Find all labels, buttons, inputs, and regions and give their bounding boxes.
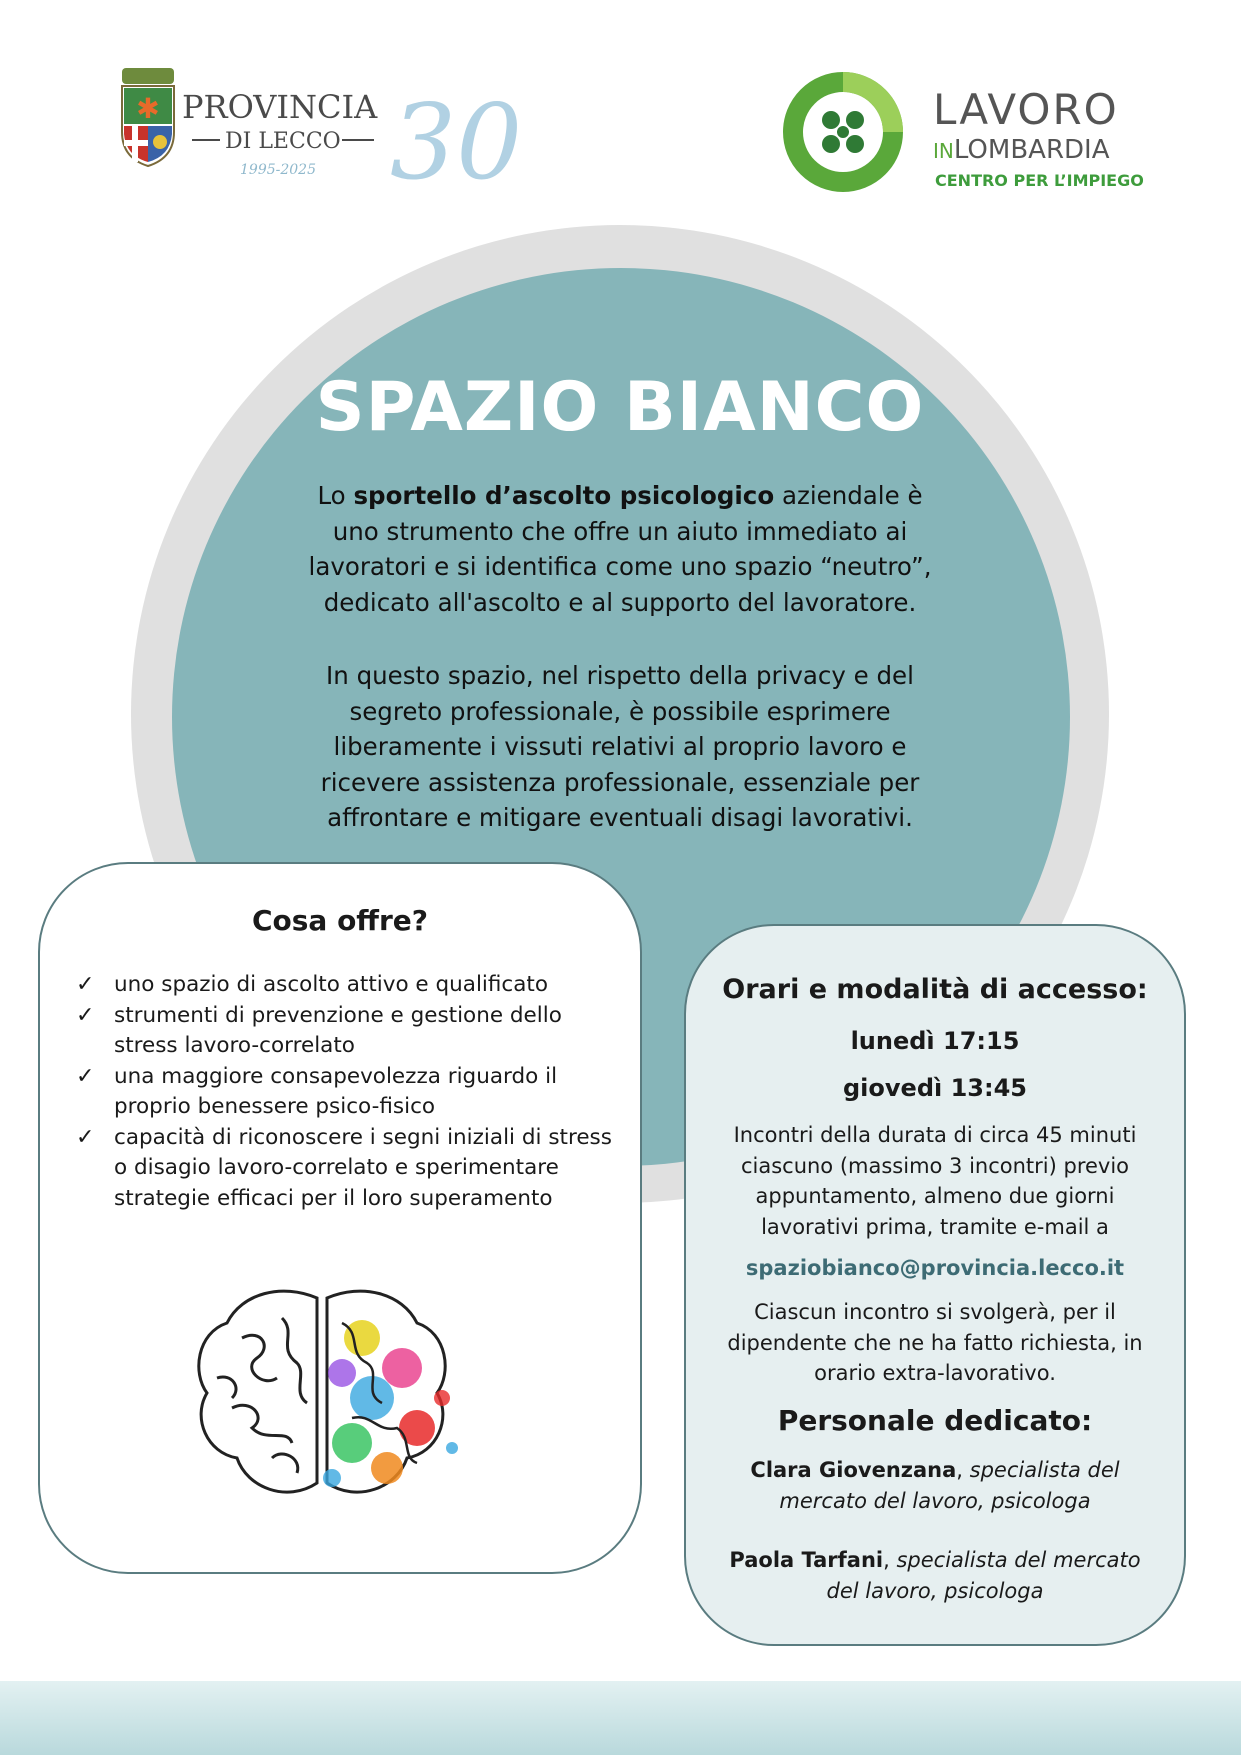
svg-text:✱: ✱: [136, 92, 160, 125]
list-item: [72, 1062, 617, 1123]
offer-list: [72, 970, 617, 1214]
offer-title: Cosa offre?: [251, 904, 429, 937]
intro-highlight: sportello d’ascolto psicologico: [353, 481, 775, 510]
provincia-years: 1995-2025: [240, 162, 316, 178]
list-item: [72, 970, 617, 1001]
list-item: [72, 1123, 617, 1215]
contact-email-link[interactable]: spaziobianco@provincia.lecco.it: [745, 1256, 1125, 1280]
staff-member: Paola Tarfani, specialista del mercato del lavoro, psicologa: [729, 1548, 1141, 1603]
coat-of-arms-icon: [122, 68, 174, 166]
schedule-description: Incontri della durata di circa 45 minuti ciascuno (massimo 3 incontri) previo appuntamento, almeno due giorni lavorativi prima, tramite e-mail a: [733, 1123, 1137, 1239]
footer-band: [0, 1681, 1241, 1755]
provincia-lecco-logo: [112, 58, 523, 203]
lavoro-line1: LAVORO: [933, 85, 1119, 134]
list-item-text: strumenti di prevenzione e gestione dello stress lavoro-correlato: [114, 1002, 562, 1058]
lavoro-lombardia-logo: [785, 74, 1160, 199]
staff-role: specialista del mercato del lavoro, psicologa: [779, 1458, 1120, 1513]
staff-name: Paola Tarfani: [729, 1548, 884, 1572]
schedule-note: Ciascun incontro si svolgerà, per il dipendente che ne ha fatto richiesta, in orario extra-lavorativo.: [727, 1300, 1143, 1385]
staff-member: Clara Giovenzana, specialista del mercato del lavoro, psicologa: [750, 1458, 1120, 1513]
schedule-day-thursday: giovedì 13:45: [843, 1074, 1027, 1102]
anniversary-number: 30: [390, 81, 523, 203]
staff-title: Personale dedicato:: [777, 1404, 1093, 1437]
list-item: [72, 1001, 617, 1062]
list-item-text: capacità di riconoscere i segni iniziali di stress o disagio lavoro-correlato e sperimentare strategie efficaci per il loro superamento: [114, 1124, 612, 1211]
schedule-day-monday: lunedì 17:15: [850, 1027, 1020, 1055]
staff-name: Clara Giovenzana: [750, 1458, 957, 1482]
provincia-line1: PROVINCIA: [182, 88, 378, 126]
check-icon: ✓: [76, 1124, 95, 1150]
intro-paragraph-2: In questo spazio, nel rispetto della privacy e del segreto professionale, è possibile esprimere liberamente i vissuti relativi al proprio lavoro e ricevere assistenza professionale, essenziale per affrontare e mitigare eventuali disagi lavorativi.: [320, 661, 920, 832]
brain-illustration-icon: [172, 1278, 472, 1528]
lavoro-circle-icon: [793, 82, 893, 182]
provincia-line2: DI LECCO: [225, 129, 341, 154]
intro-text: aziendale è uno strumento che offre un aiuto immediato ai lavoratori e si identifica come uno spazio “neutro”, dedicato all'ascolto e al supporto del lavoratore.: [308, 481, 932, 617]
schedule-title: Orari e modalità di accesso:: [722, 974, 1148, 1005]
svg-text:INLOMBARDIA: [933, 135, 1110, 165]
lavoro-line3: CENTRO PER L’IMPIEGO: [935, 171, 1144, 190]
intro-paragraph-1: [295, 478, 945, 620]
check-icon: ✓: [76, 972, 95, 997]
intro-text: Lo: [317, 481, 354, 510]
list-item-text: una maggiore consapevolezza riguardo il proprio benessere psico-fisico: [114, 1063, 558, 1119]
staff-role: specialista del mercato del lavoro, psicologa: [826, 1548, 1141, 1603]
lavoro-line2-prefix: IN: [933, 139, 954, 163]
list-item-text: uno spazio di ascolto attivo e qualificato: [114, 972, 549, 997]
check-icon: ✓: [76, 1002, 95, 1028]
page-title: SPAZIO BIANCO: [315, 368, 925, 447]
check-icon: ✓: [76, 1063, 95, 1089]
lavoro-line2: LOMBARDIA: [953, 135, 1110, 165]
